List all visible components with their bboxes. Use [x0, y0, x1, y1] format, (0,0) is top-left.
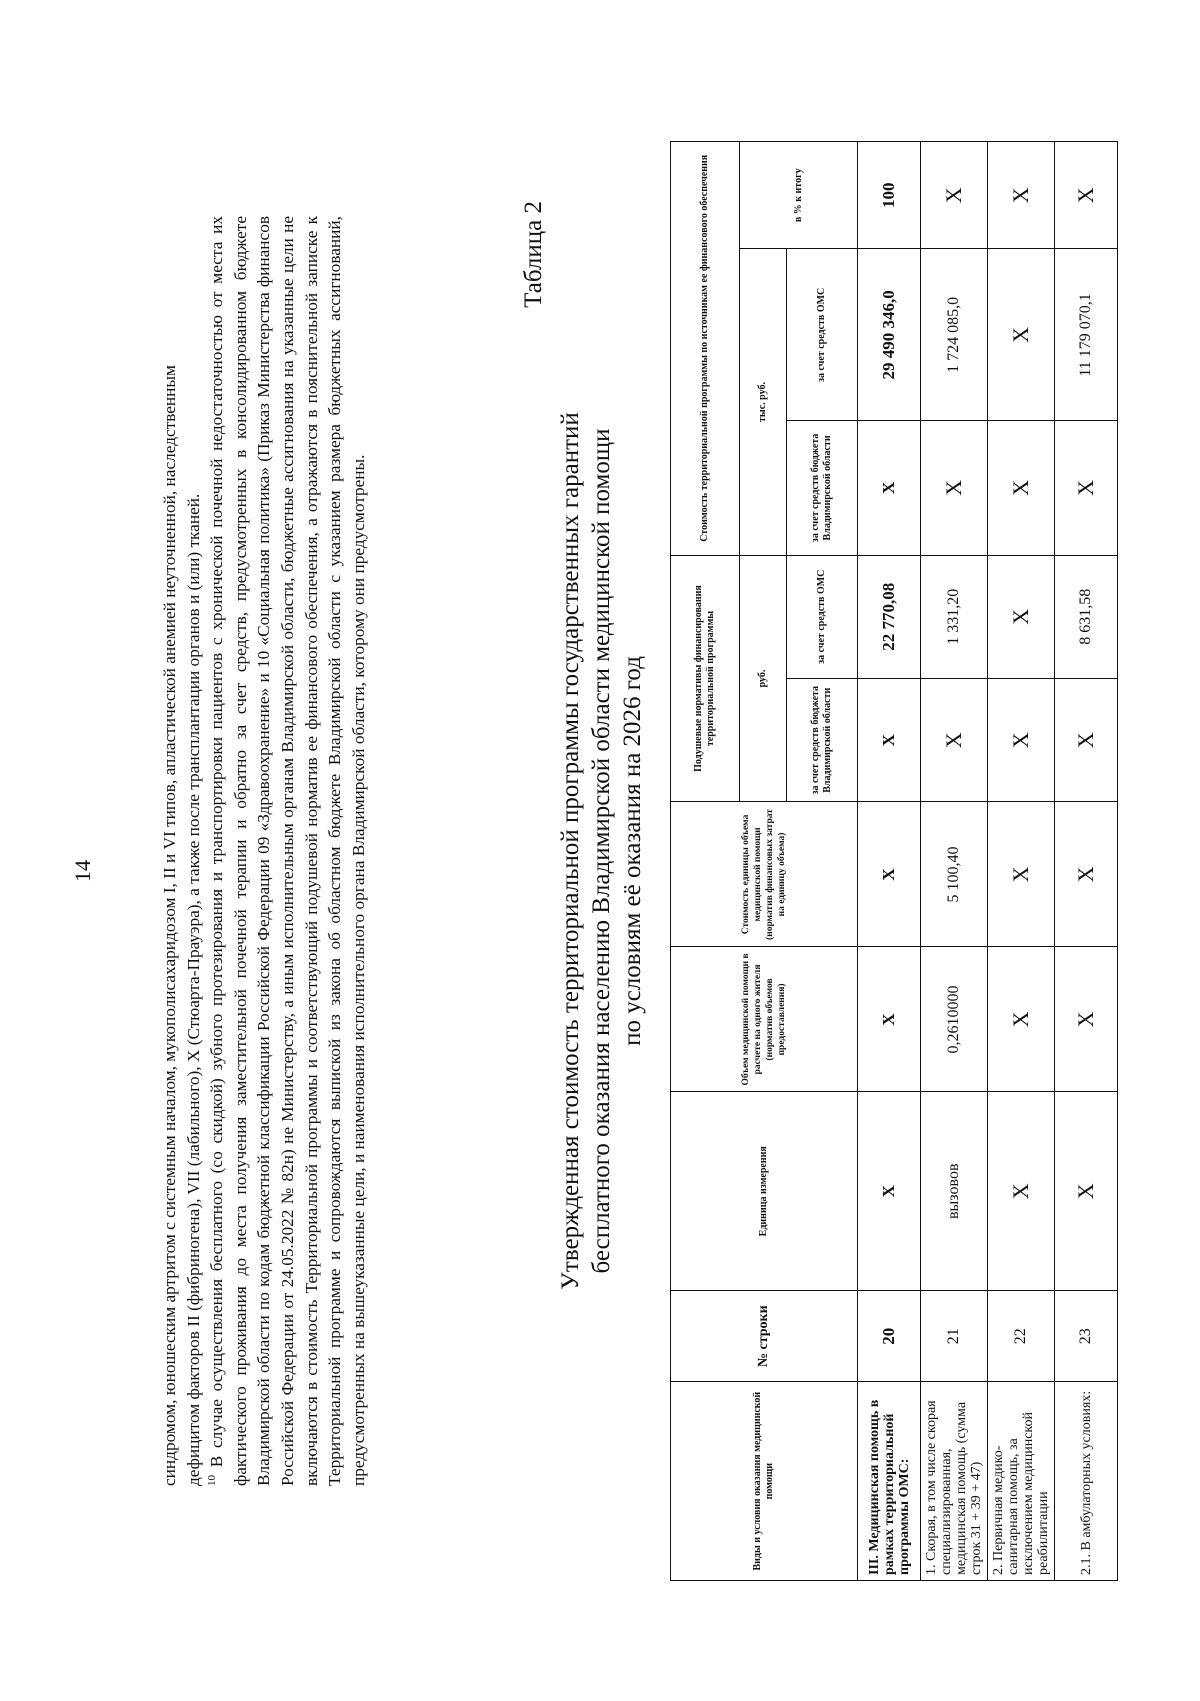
row-volume: 0,2610000	[921, 947, 988, 1092]
row-unit: вызовов	[921, 1092, 988, 1291]
header-percent: в % к итогу	[740, 142, 858, 249]
header-tc-oms: за счет средств ОМС	[787, 249, 858, 421]
row-unit: X	[858, 1092, 921, 1291]
row-pc-budget: X	[921, 679, 988, 802]
row-unit-cost: X	[988, 802, 1055, 947]
row-tc-oms: 29 490 346,0	[858, 249, 921, 421]
row-percent: 100	[858, 142, 921, 249]
header-types: Виды и условия оказания медицинской помощи	[671, 1382, 858, 1581]
row-volume: X	[988, 947, 1055, 1092]
row-name: 2. Первичная медико-санитарная помощь, за исключением медицинской реабилитации	[988, 1382, 1055, 1581]
cost-table	[670, 141, 1118, 1581]
row-tc-budget: X	[988, 421, 1055, 555]
header-unit: Единица измерения	[671, 1092, 858, 1291]
table-title	[555, 401, 648, 1301]
table-row	[921, 142, 988, 1581]
header-tc-budget: за счет средств бюджета Владимирской области	[787, 421, 858, 555]
row-pc-budget: X	[1055, 679, 1118, 802]
header-rub: руб.	[740, 555, 787, 802]
row-tc-budget: X	[1055, 421, 1118, 555]
table-title-line: Утвержденная стоимость территориальной программы государственных гарантий	[557, 412, 584, 1290]
footnotes-block	[158, 216, 370, 1486]
row-name: 1. Скорая, в том числе скорая специализированная, медицинская помощь (сумма строк 31 + 39 + 47)	[921, 1382, 988, 1581]
row-unit-cost: X	[858, 802, 921, 947]
row-percent: X	[988, 142, 1055, 249]
footnote-10	[205, 216, 370, 1486]
header-per-capita: Подушевые нормативы финансирования территориальной программы	[671, 555, 740, 802]
header-pc-budget: за счет средств бюджета Владимирской области	[787, 679, 858, 802]
header-unit-cost: Стоимость единицы объема медицинской помощи (норматив финансовых затрат на единицу объема)	[671, 802, 858, 947]
row-pc-budget: X	[988, 679, 1055, 802]
footnote-text: В случае осуществления бесплатного (со скидкой) зубного протезирования и транспортировки пациентов с хронической почечной недостаточностью от места их фактического проживания до места получения заместительной почечной терапии и обратно за счет средств, предусмотренных в консолидированном бюджете Владимирской области по кодам бюджетной классификации Российской Федерации 09 «Здравоохранение» и 10 «Социальная политика» (Приказ Министерства финансов Российской Федерации от 24.05.2022 № 82н) не Министерству, а иным исполнительным органам Владимирской области, бюджетные ассигнования на указанные цели не включаются в стоимость Территориальной программы и соответствующий подушевой норматив ее финансового обеспечения, а отражаются в пояснительной записке к Территориальной программе и сопровождаются выпиской из закона об областном бюджете Владимирской области с указанием размера бюджетных ассигнований, предусмотренных на вышеуказанные цели, и наименования исполнительного органа Владимирской области, которому они предусмотрены.	[207, 216, 368, 1486]
table-caption: Таблица 2	[520, 201, 547, 308]
table-row	[858, 142, 921, 1581]
row-tc-oms: 11 179 070,1	[1055, 249, 1118, 421]
table-row	[1055, 142, 1118, 1581]
row-no: 23	[1055, 1291, 1118, 1382]
row-pc-oms: X	[988, 555, 1055, 678]
row-pc-oms: 8 631,58	[1055, 555, 1118, 678]
row-unit-cost: 5 100,40	[921, 802, 988, 947]
note-line: дефицитом факторов II (фибриногена), VII (лабильного), X (Стюарта-Прауэра), а также после трансплантации органов и (или) тканей.	[183, 493, 203, 1486]
header-total-cost: Стоимость территориальной программы по источникам ее финансового обеспечения	[671, 142, 740, 556]
row-percent: X	[921, 142, 988, 249]
row-no: 20	[858, 1291, 921, 1382]
row-pc-budget: X	[858, 679, 921, 802]
row-tc-budget: X	[858, 421, 921, 555]
header-thous-rub: тыс. руб.	[740, 249, 787, 555]
row-tc-budget: X	[921, 421, 988, 555]
header-row-no: № строки	[671, 1291, 858, 1382]
row-pc-oms: 22 770,08	[858, 555, 921, 678]
row-percent: X	[1055, 142, 1118, 249]
page-number: 14	[70, 860, 95, 882]
row-unit-cost: X	[1055, 802, 1118, 947]
table-title-line: бесплатного оказания населению Владимирской области медицинской помощи	[588, 428, 615, 1274]
header-volume: Объем медицинской помощи в расчете на одного жителя (норматив объемов предоставления)	[671, 947, 858, 1092]
row-name: 2.1. В амбулаторных условиях:	[1055, 1382, 1118, 1581]
header-pc-oms: за счет средств ОМС	[787, 555, 858, 678]
table-row	[988, 142, 1055, 1581]
row-tc-oms: X	[988, 249, 1055, 421]
row-unit: X	[988, 1092, 1055, 1291]
row-no: 21	[921, 1291, 988, 1382]
row-no: 22	[988, 1291, 1055, 1382]
footnote-marker: 10	[206, 1475, 219, 1486]
row-volume: X	[1055, 947, 1118, 1092]
row-unit: X	[1055, 1092, 1118, 1291]
row-pc-oms: 1 331,20	[921, 555, 988, 678]
row-tc-oms: 1 724 085,0	[921, 249, 988, 421]
table-title-line: по условиям её оказания на 2026 год	[619, 656, 646, 1046]
row-name: III. Медицинская помощь в рамках территориальной программы ОМС:	[858, 1382, 921, 1581]
row-volume: X	[858, 947, 921, 1092]
note-line: синдромом, юношеским артритом с системным началом, мукополисахаридозом I, II и VI типов, апластической анемией неуточненной, наследственным	[160, 365, 179, 1486]
